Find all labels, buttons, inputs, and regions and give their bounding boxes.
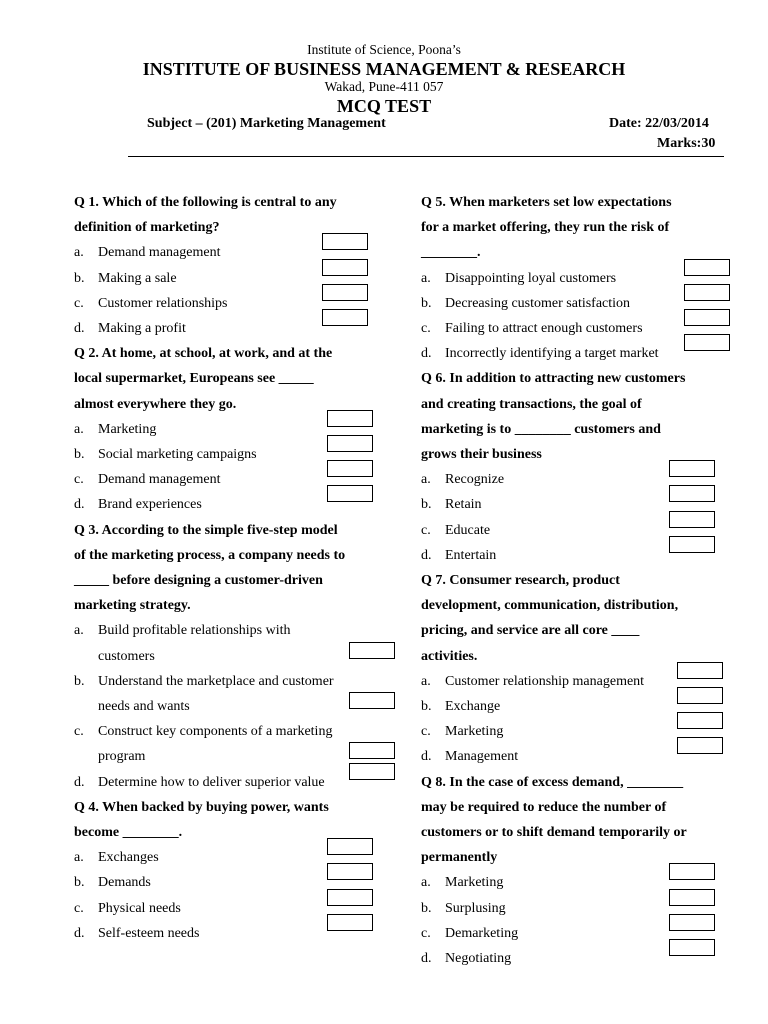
question-8-option [421, 870, 503, 895]
answer-box[interactable] [669, 536, 715, 553]
option-letter: d. [74, 925, 85, 941]
answer-box[interactable] [684, 334, 730, 351]
option-text: Making a profit [98, 321, 186, 336]
option-letter: c. [74, 472, 84, 488]
option-letter: a. [421, 673, 431, 689]
question-7-option [421, 744, 518, 769]
option-text: Brand experiences [98, 497, 202, 513]
question-8-text: permanently [421, 850, 498, 866]
option-text: Demand management [98, 245, 221, 261]
answer-box[interactable] [327, 485, 373, 502]
option-text: Making a sale [98, 270, 177, 286]
question-5-text: for a market offering, they run the risk of [421, 220, 670, 236]
question-8-option [421, 921, 518, 946]
question-5-option [421, 266, 616, 291]
option-letter: a. [74, 623, 84, 639]
question-7-text: pricing, and service are all core ____ [421, 623, 640, 639]
institute-line: Institute of Science, Poona’s [307, 42, 461, 57]
question-2-option [74, 442, 257, 467]
answer-box[interactable] [327, 914, 373, 931]
option-letter: a. [421, 270, 431, 286]
question-3-text: _____ before designing a customer-driven [74, 573, 323, 588]
question-1-text: definition of marketing? [74, 220, 220, 236]
option-text: Exchanges [98, 850, 159, 866]
question-7-text: development, communication, distribution, [421, 598, 679, 614]
option-text: Retain [445, 497, 482, 513]
date-line: Date: 22/03/2014 [609, 116, 709, 131]
question-6-option [421, 492, 482, 517]
question-5-option [421, 291, 630, 316]
question-7-option [421, 719, 503, 744]
question-3-option [74, 618, 290, 643]
option-letter: c. [421, 724, 431, 740]
question-6-text: marketing is to ________ customers and [421, 421, 661, 437]
option-letter: a. [74, 850, 84, 866]
question-8-text: Q 8. In the case of excess demand, ________ [421, 774, 684, 790]
option-text: Build profitable relationships with [98, 623, 291, 639]
question-7-option [421, 669, 644, 694]
option-letter: a. [421, 875, 431, 891]
question-3-option [74, 694, 190, 719]
question-8-option [421, 946, 511, 971]
question-3-option [74, 770, 325, 795]
answer-box[interactable] [322, 259, 368, 276]
option-text: program [98, 749, 146, 765]
option-text: Recognize [445, 472, 505, 488]
option-letter: d. [421, 951, 432, 966]
option-text: Demand management [98, 472, 221, 488]
option-text: Customer relationship management [445, 673, 645, 689]
answer-box[interactable] [327, 838, 373, 855]
question-7-option [421, 694, 500, 719]
question-2-option [74, 417, 156, 442]
option-letter: b. [421, 497, 432, 513]
question-4-option [74, 896, 181, 921]
answer-box[interactable] [677, 662, 723, 679]
question-5-option [421, 316, 643, 341]
question-4-text: Q 4. When backed by buying power, wants [74, 799, 329, 815]
option-letter: d. [421, 346, 432, 362]
option-letter: d. [74, 497, 85, 513]
option-text: Understand the marketplace and customer [98, 673, 334, 689]
option-text: Management [445, 749, 519, 765]
option-text: Marketing [445, 724, 504, 740]
answer-box[interactable] [684, 284, 730, 301]
answer-box[interactable] [327, 410, 373, 427]
question-6-option [421, 467, 504, 492]
question-6-text: Q 6. In addition to attracting new customers [421, 371, 686, 387]
question-4-option [74, 845, 159, 870]
option-text: Physical needs [98, 900, 181, 916]
answer-box[interactable] [322, 233, 368, 250]
option-letter: a. [74, 421, 84, 437]
question-4-option [74, 921, 199, 946]
option-text: Negotiating [445, 951, 512, 966]
option-text: Social marketing campaigns [98, 447, 257, 462]
option-letter: c. [421, 321, 431, 336]
question-3-option [74, 744, 145, 769]
answer-box[interactable] [677, 712, 723, 729]
answer-box[interactable] [327, 460, 373, 477]
question-2-text: Q 2. At home, at school, at work, and at the [74, 346, 333, 362]
option-letter: b. [421, 900, 432, 916]
answer-box[interactable] [669, 889, 715, 906]
option-letter: b. [74, 673, 85, 689]
option-text: Educate [445, 522, 491, 538]
test-title: MCQ TEST [336, 96, 432, 116]
option-letter: b. [74, 270, 85, 286]
option-letter: c. [421, 925, 431, 941]
answer-box[interactable] [349, 742, 395, 759]
question-2-option [74, 492, 202, 517]
answer-box[interactable] [677, 687, 723, 704]
question-8-option [421, 896, 506, 921]
question-3-text: marketing strategy. [74, 598, 191, 614]
question-3-option [74, 644, 155, 669]
question-3-text: Q 3. According to the simple five-step model [74, 522, 338, 538]
subject-line: Subject – (201) Marketing Management [147, 116, 386, 131]
option-letter: b. [421, 295, 432, 311]
option-text: Determine how to deliver superior value [98, 774, 325, 790]
answer-box[interactable] [669, 914, 715, 931]
option-text: Surplusing [445, 900, 506, 916]
address-line: Wakad, Pune-411 057 [324, 79, 444, 94]
option-text: Construct key components of a marketing [98, 724, 333, 740]
answer-box[interactable] [327, 889, 373, 906]
answer-box[interactable] [684, 259, 730, 276]
option-letter: a. [74, 245, 84, 261]
option-letter: a. [421, 472, 431, 488]
option-text: Customer relationships [98, 295, 228, 311]
marks-line: Marks:30 [657, 136, 716, 151]
question-6-option [421, 518, 490, 543]
option-text: Marketing [98, 421, 157, 437]
question-8-text: customers or to shift demand temporarily or [421, 825, 687, 840]
answer-box[interactable] [327, 435, 373, 452]
question-5-text: ________. [421, 245, 481, 261]
option-text: Incorrectly identifying a target market [445, 346, 659, 362]
option-text: needs and wants [98, 699, 190, 714]
option-text: Demands [98, 875, 151, 891]
option-text: Decreasing customer satisfaction [445, 295, 631, 311]
answer-box[interactable] [669, 863, 715, 880]
question-2-text: local supermarket, Europeans see _____ [74, 371, 314, 387]
option-text: Marketing [445, 875, 504, 891]
option-letter: d. [74, 321, 85, 336]
question-7-text: Q 7. Consumer research, product [421, 573, 620, 588]
question-1-text: Q 1. Which of the following is central to any [74, 195, 337, 210]
option-letter: b. [421, 699, 432, 714]
question-2-option [74, 467, 220, 492]
option-letter: d. [74, 774, 85, 790]
question-5-option [421, 341, 659, 366]
answer-box[interactable] [684, 309, 730, 326]
option-letter: d. [421, 749, 432, 765]
question-1-option [74, 266, 177, 291]
answer-box[interactable] [327, 863, 373, 880]
option-text: Exchange [445, 699, 501, 714]
answer-box[interactable] [349, 642, 395, 659]
option-text: Failing to attract enough customers [445, 321, 643, 336]
page-title: INSTITUTE OF BUSINESS MANAGEMENT & RESEARCH [142, 59, 626, 79]
option-letter: c. [74, 295, 84, 311]
question-4-option [74, 870, 151, 895]
question-4-text: become ________. [74, 825, 183, 840]
question-5-text: Q 5. When marketers set low expectations [421, 195, 672, 210]
option-letter: c. [74, 900, 84, 916]
answer-box[interactable] [669, 939, 715, 956]
question-1-option [74, 240, 220, 265]
answer-box[interactable] [677, 737, 723, 754]
option-text: Demarketing [445, 925, 519, 941]
option-letter: b. [74, 875, 85, 891]
answer-box[interactable] [669, 511, 715, 528]
question-6-text: and creating transactions, the goal of [421, 396, 642, 412]
question-1-option [74, 316, 186, 341]
question-3-text: of the marketing process, a company needs to [74, 547, 346, 563]
question-3-option [74, 719, 332, 744]
question-8-text: may be required to reduce the number of [421, 799, 667, 815]
option-text: Disappointing loyal customers [445, 270, 617, 286]
question-6-text: grows their business [421, 447, 542, 462]
answer-box[interactable] [322, 309, 368, 326]
option-letter: c. [74, 724, 84, 740]
header-divider [128, 156, 724, 157]
option-letter: b. [74, 447, 85, 462]
option-text: Entertain [445, 547, 497, 563]
answer-box[interactable] [349, 692, 395, 709]
answer-box[interactable] [669, 460, 715, 477]
answer-box[interactable] [349, 763, 395, 780]
answer-box[interactable] [322, 284, 368, 301]
option-letter: c. [421, 522, 431, 538]
option-text: customers [98, 648, 155, 664]
question-6-option [421, 543, 496, 568]
question-7-text: activities. [421, 648, 478, 664]
option-text: Self-esteem needs [98, 925, 200, 941]
question-2-text: almost everywhere they go. [74, 396, 237, 412]
option-letter: d. [421, 547, 432, 563]
question-3-option [74, 669, 334, 694]
answer-box[interactable] [669, 485, 715, 502]
question-1-option [74, 291, 228, 316]
